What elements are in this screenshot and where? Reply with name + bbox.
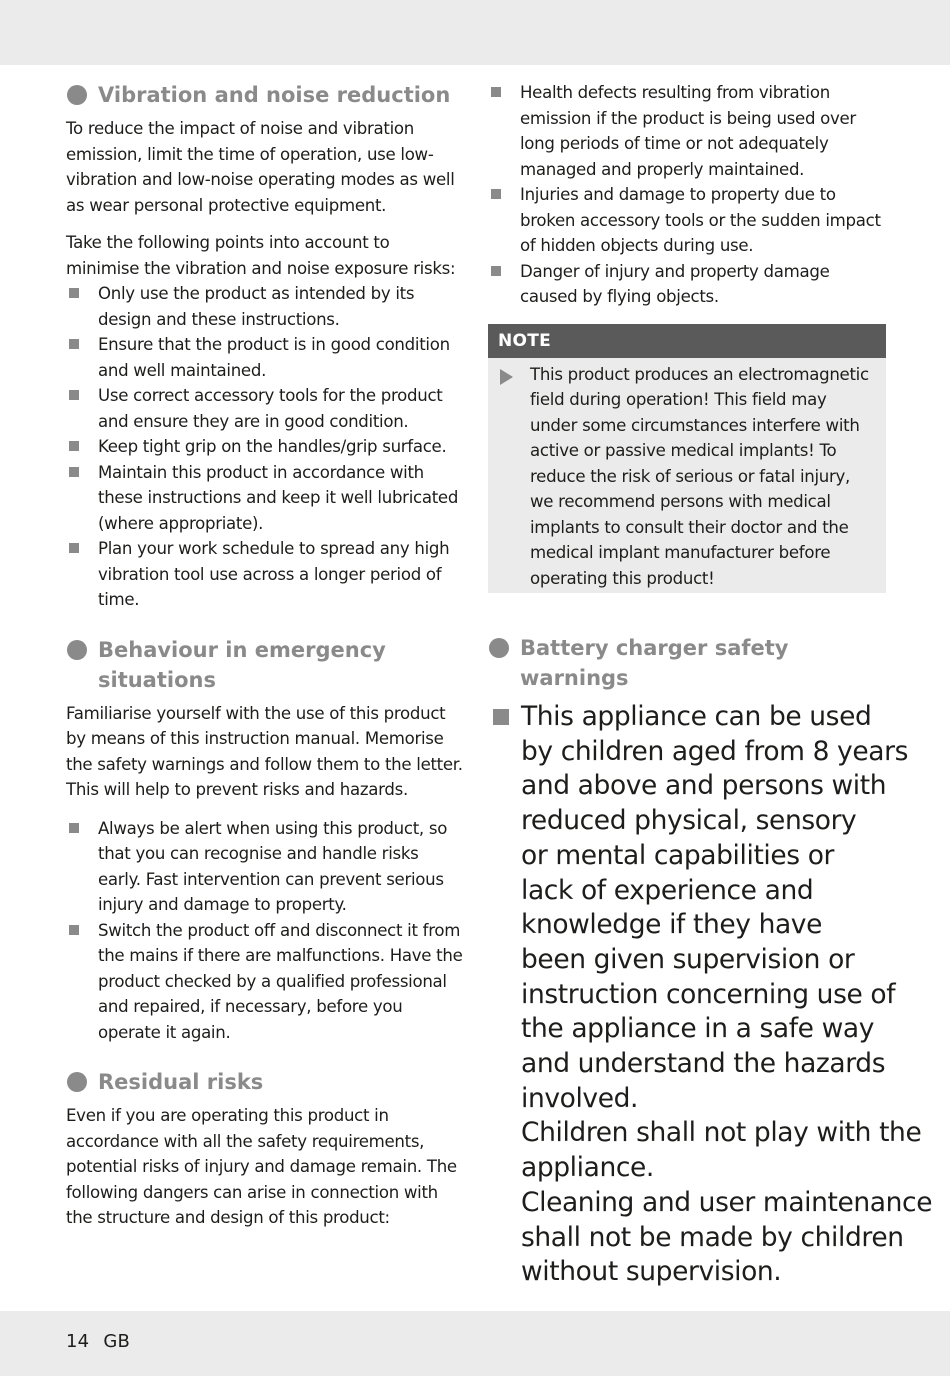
list-item: Always be alert when using this product, so that you can recognise and handle risks early. Fast intervention can prevent serious injury and damage to property. — [66, 816, 464, 918]
list-item: Plan your work schedule to spread any high vibration tool use across a longer period of time. — [66, 536, 464, 613]
list-item: Danger of injury and property damage caused by flying objects. — [488, 259, 886, 310]
note-box — [488, 324, 886, 594]
arrow-right-icon — [500, 369, 513, 385]
note-body — [488, 358, 886, 594]
list-item: Health defects resulting from vibration emission if the product is being used over long periods of time or not adequately managed and properly maintained. — [488, 80, 886, 182]
emergency-list — [66, 816, 464, 1046]
section-heading-battery — [488, 633, 886, 693]
note-text: This product produces an electromagnetic field during operation! This field may under some circumstances interfere with active or passive medical implants! To reduce the risk of serious or fatal injury, we recommend persons with medical implants to consult their doctor and the medical implant manufacturer before operating this product! — [530, 364, 869, 588]
section-heading-residual — [66, 1067, 464, 1097]
vibration-intro: To reduce the impact of noise and vibration emission, limit the time of operation, use low-vibration and low-noise operating modes as well as wear personal protective equipment. — [66, 119, 455, 215]
bullet-square-icon — [69, 543, 79, 553]
residual-intro: Even if you are operating this product in accordance with all the safety requirements, potential risks of injury and damage remain. The following dangers can arise in connection with the structure and design of this product: — [66, 1106, 457, 1227]
bullet-square-icon — [69, 823, 79, 833]
vibration-list — [66, 281, 464, 613]
language-code: GB — [103, 1331, 131, 1352]
bullet-square-icon — [493, 709, 509, 725]
bullet-square-icon — [69, 925, 79, 935]
page-footer — [66, 1331, 144, 1352]
heading-text: Vibration and noise reduction — [98, 83, 451, 107]
list-item: Use correct accessory tools for the product and ensure they are in good condition. — [66, 383, 464, 434]
list-item: Only use the product as intended by its design and these instructions. — [66, 281, 464, 332]
bullet-square-icon — [69, 467, 79, 477]
bullet-square-icon — [69, 288, 79, 298]
list-item: Maintain this product in accordance with these instructions and keep it well lubricated (where appropriate). — [66, 460, 464, 537]
section-heading-emergency — [66, 635, 464, 695]
header-band — [0, 0, 950, 65]
bullet-square-icon — [69, 339, 79, 349]
list-item: Keep tight grip on the handles/grip surface. — [66, 434, 464, 460]
list-item: Switch the product off and disconnect it from the mains if there are malfunctions. Have the product checked by a qualified professional and repaired, if necessary, before you operate it again. — [66, 918, 464, 1046]
emergency-intro: Familiarise yourself with the use of this product by means of this instruction manual. Memorise the safety warnings and follow them to the letter. This will help to prevent risks and hazards. — [66, 703, 463, 799]
bullet-circle-icon — [67, 85, 87, 105]
heading-line: situations — [98, 667, 216, 692]
list-item: Ensure that the product is in good condition and well maintained. — [66, 332, 464, 383]
bullet-square-icon — [69, 390, 79, 400]
vibration-points-intro: Take the following points into account to minimise the vibration and noise exposure risks: — [66, 233, 456, 278]
heading-text: Residual risks — [98, 1070, 264, 1094]
residual-risks-list — [488, 80, 886, 310]
page-number: 14 — [66, 1331, 90, 1352]
battery-warning-list — [488, 700, 933, 1290]
bullet-square-icon — [491, 189, 501, 199]
list-item: This appliance can be used by children aged from 8 years and above and persons with reduced physical, sensory or mental capabilities or lack of experience and knowledge if they have been given supervision or instruction concerning use of the appliance in a safe way and understand the hazards involved. Children shall not play with the appliance. Cleaning and user maintenance shall not be made by children without supervision. — [488, 700, 886, 1290]
section-heading-vibration — [66, 80, 464, 110]
note-label: NOTE — [488, 324, 886, 358]
left-column — [66, 80, 464, 1231]
bullet-circle-icon — [67, 1072, 87, 1092]
bullet-circle-icon — [489, 638, 509, 658]
heading-line: Behaviour in emergency — [98, 637, 386, 662]
heading-line: warnings — [520, 666, 629, 690]
bullet-square-icon — [491, 266, 501, 276]
right-column — [488, 80, 933, 1290]
list-item: Injuries and damage to property due to broken accessory tools or the sudden impact of hidden objects during use. — [488, 182, 886, 259]
bullet-square-icon — [491, 87, 501, 97]
heading-line: Battery charger safety — [520, 636, 789, 660]
bullet-square-icon — [69, 441, 79, 451]
bullet-circle-icon — [67, 640, 87, 660]
